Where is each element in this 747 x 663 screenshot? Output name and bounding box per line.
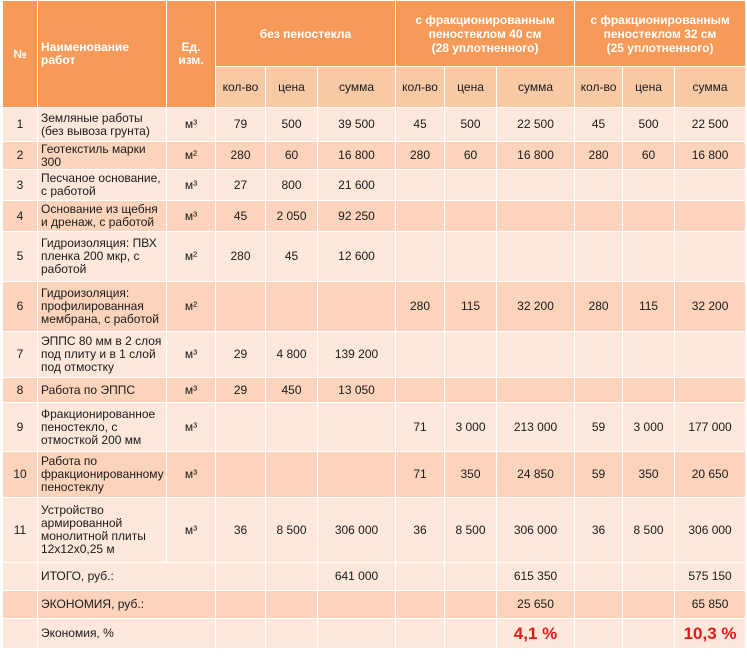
work-name-line: 12х12х0,25 м <box>41 542 115 556</box>
work-name-line: мембрана, с работой <box>41 312 159 326</box>
cell-price: 500 <box>266 108 318 142</box>
economy-value: 25 650 <box>497 591 575 619</box>
economy-row <box>3 591 746 619</box>
work-name-line: пеностеклу <box>41 480 104 494</box>
row-number: 1 <box>3 108 38 142</box>
cell-price: 60 <box>445 142 497 170</box>
cell-qty <box>396 378 445 403</box>
cell-sum: 16 800 <box>318 142 396 170</box>
subheader-price: цена <box>623 67 675 108</box>
cell-qty: 45 <box>216 201 266 232</box>
total-value: 615 350 <box>497 563 575 591</box>
cell-price: 4 800 <box>266 332 318 378</box>
cell-sum: 13 050 <box>318 378 396 403</box>
subheader-sum: сумма <box>318 67 396 108</box>
work-name-line: ЭППС 80 мм в 2 слоя <box>41 334 162 348</box>
work-name-line: Основание из щебня <box>41 202 158 216</box>
cell-price: 60 <box>266 142 318 170</box>
cell-qty: 280 <box>396 142 445 170</box>
work-name <box>38 170 167 201</box>
table-row <box>3 142 746 170</box>
cell-qty: 45 <box>575 108 623 142</box>
table-row <box>3 170 746 201</box>
cell-price: 60 <box>623 142 675 170</box>
work-name-line: с работой <box>41 184 96 198</box>
total-label: ИТОГО, руб.: <box>38 563 216 591</box>
work-name-line: Геотекстиль марки <box>41 141 146 156</box>
row-number: 6 <box>3 282 38 332</box>
cell-qty: 280 <box>396 282 445 332</box>
cell-qty: 71 <box>396 403 445 452</box>
unit: м³ <box>167 108 216 142</box>
work-name-line: пленка 200 мкр, с <box>41 249 140 263</box>
row-number: 5 <box>3 232 38 282</box>
cell-qty: 280 <box>216 232 266 282</box>
cell-sum <box>675 170 746 201</box>
cell-qty <box>575 332 623 378</box>
total-value: 641 000 <box>318 563 396 591</box>
row-number: 7 <box>3 332 38 378</box>
cell-sum: 22 500 <box>497 108 575 142</box>
work-name <box>38 378 167 403</box>
cell-sum: 213 000 <box>497 403 575 452</box>
cell-qty: 59 <box>575 452 623 498</box>
unit: м² <box>167 142 216 170</box>
cell-sum <box>675 232 746 282</box>
cell-price <box>266 282 318 332</box>
cell-qty <box>575 201 623 232</box>
cell-qty <box>216 452 266 498</box>
work-name-line: под плиту и в 1 слой <box>41 347 156 361</box>
cell-price <box>445 332 497 378</box>
cell-price <box>445 232 497 282</box>
cell-price: 3 000 <box>623 403 675 452</box>
cell-sum: 20 650 <box>675 452 746 498</box>
economy-percent-value: 10,3 % <box>675 619 746 649</box>
unit: м³ <box>167 452 216 498</box>
subheader-price: цена <box>266 67 318 108</box>
total-value: 575 150 <box>675 563 746 591</box>
subheader-qty: кол-во <box>575 67 623 108</box>
cell-price <box>445 201 497 232</box>
cell-qty <box>216 403 266 452</box>
economy-percent-row <box>3 619 746 649</box>
table-row <box>3 378 746 403</box>
cell-price <box>623 332 675 378</box>
cell-price: 45 <box>266 232 318 282</box>
cell-sum <box>318 403 396 452</box>
group-header-foam-glass-40: с фракционированным пеностеклом 40 см (28 уплотненного) <box>396 1 575 67</box>
cell-qty <box>575 378 623 403</box>
economy-value: 65 850 <box>675 591 746 619</box>
cell-sum: 21 600 <box>318 170 396 201</box>
work-name-line: работой <box>41 262 87 276</box>
cell-price: 8 500 <box>266 498 318 563</box>
cell-qty <box>396 332 445 378</box>
unit: м² <box>167 232 216 282</box>
cell-sum: 92 250 <box>318 201 396 232</box>
work-name-line: Фракционированное <box>41 406 156 421</box>
work-name-line: отмосткой 200 мм <box>41 432 142 447</box>
work-name-line: монолитной плиты <box>41 529 146 543</box>
cell-price <box>623 170 675 201</box>
work-name <box>38 142 167 170</box>
cell-price <box>266 403 318 452</box>
subheader-sum: сумма <box>497 67 575 108</box>
work-name-line: 300 <box>41 154 62 169</box>
work-name-line: Гидроизоляция: <box>41 286 130 300</box>
cell-price: 3 000 <box>445 403 497 452</box>
work-name-line: Устройство <box>41 503 104 517</box>
cell-qty: 79 <box>216 108 266 142</box>
cell-sum: 306 000 <box>675 498 746 563</box>
table-row <box>3 332 746 378</box>
header-row <box>3 1 746 67</box>
cell-qty <box>575 170 623 201</box>
row-number: 10 <box>3 452 38 498</box>
cell-sum: 139 200 <box>318 332 396 378</box>
economy-percent-value: 4,1 % <box>497 619 575 649</box>
work-name <box>38 498 167 563</box>
work-name <box>38 201 167 232</box>
cell-price: 800 <box>266 170 318 201</box>
cell-sum <box>318 282 396 332</box>
cell-sum: 32 200 <box>497 282 575 332</box>
work-name-line: (без вывоза грунта) <box>41 123 150 138</box>
economy-label: ЭКОНОМИЯ, руб.: <box>38 591 216 619</box>
work-name-line: Гидроизоляция: ПВХ <box>41 236 157 250</box>
work-name-line: Песчаное основание, <box>41 171 161 185</box>
cell-sum: 39 500 <box>318 108 396 142</box>
cell-sum: 24 850 <box>497 452 575 498</box>
unit: м³ <box>167 403 216 452</box>
total-row <box>3 563 746 591</box>
cell-sum <box>497 232 575 282</box>
cell-price: 8 500 <box>445 498 497 563</box>
cell-qty: 280 <box>216 142 266 170</box>
unit: м³ <box>167 170 216 201</box>
work-name <box>38 332 167 378</box>
cell-price <box>445 170 497 201</box>
cell-price <box>445 378 497 403</box>
cell-qty: 36 <box>216 498 266 563</box>
cell-price <box>623 232 675 282</box>
cell-qty: 36 <box>575 498 623 563</box>
row-number: 2 <box>3 142 38 170</box>
cell-price: 115 <box>445 282 497 332</box>
cell-price: 500 <box>445 108 497 142</box>
cell-qty: 36 <box>396 498 445 563</box>
col-header-unit: Ед. изм. <box>167 1 216 108</box>
unit: м³ <box>167 498 216 563</box>
economy-percent-label: Экономия, % <box>38 619 216 649</box>
work-name-line: армированной <box>41 516 123 530</box>
cost-comparison-table <box>2 0 746 649</box>
table-row <box>3 108 746 142</box>
cell-sum: 177 000 <box>675 403 746 452</box>
table-row <box>3 498 746 563</box>
cell-qty: 59 <box>575 403 623 452</box>
cell-sum <box>497 170 575 201</box>
row-number: 9 <box>3 403 38 452</box>
work-name-line: пеностекло, с <box>41 419 118 434</box>
cell-sum <box>497 378 575 403</box>
table-row <box>3 282 746 332</box>
subheader-sum: сумма <box>675 67 746 108</box>
table-row <box>3 201 746 232</box>
cell-sum: 32 200 <box>675 282 746 332</box>
cell-qty: 45 <box>396 108 445 142</box>
cell-qty <box>396 170 445 201</box>
cell-sum: 12 600 <box>318 232 396 282</box>
subheader-qty: кол-во <box>396 67 445 108</box>
cell-sum <box>675 201 746 232</box>
work-name-line: Работа по <box>41 454 98 468</box>
cell-price: 500 <box>623 108 675 142</box>
cell-price <box>623 201 675 232</box>
work-name <box>38 452 167 498</box>
subheader-price: цена <box>445 67 497 108</box>
cell-sum <box>318 452 396 498</box>
cell-qty <box>396 201 445 232</box>
cell-price <box>623 378 675 403</box>
cell-sum: 16 800 <box>497 142 575 170</box>
work-name-line: Земляные работы <box>41 110 143 125</box>
table-row <box>3 403 746 452</box>
cell-price: 2 050 <box>266 201 318 232</box>
row-number: 8 <box>3 378 38 403</box>
group-header-foam-glass-32: с фракционированным пеностеклом 32 см (25 уплотненного) <box>575 1 746 67</box>
cell-sum: 22 500 <box>675 108 746 142</box>
table-body <box>3 108 746 649</box>
cell-qty <box>216 282 266 332</box>
unit: м² <box>167 282 216 332</box>
cell-price: 350 <box>445 452 497 498</box>
group-header-no-foam-glass: без пеностекла <box>216 1 396 67</box>
cell-qty: 71 <box>396 452 445 498</box>
work-name <box>38 232 167 282</box>
cell-qty: 27 <box>216 170 266 201</box>
cell-price: 350 <box>623 452 675 498</box>
cell-price <box>266 452 318 498</box>
work-name-line: профилированная <box>41 299 144 313</box>
cell-sum <box>497 201 575 232</box>
work-name-line: фракционированному <box>41 467 164 481</box>
cell-price: 450 <box>266 378 318 403</box>
work-name <box>38 403 167 452</box>
cell-price: 115 <box>623 282 675 332</box>
work-name <box>38 282 167 332</box>
row-number: 4 <box>3 201 38 232</box>
work-name <box>38 108 167 142</box>
cell-qty: 29 <box>216 378 266 403</box>
col-header-name: Наименование работ <box>38 1 167 108</box>
subheader-qty: кол-во <box>216 67 266 108</box>
work-name-line: под отмостку <box>41 360 114 374</box>
cell-qty <box>575 232 623 282</box>
row-number: 3 <box>3 170 38 201</box>
cell-sum <box>675 332 746 378</box>
cell-qty: 29 <box>216 332 266 378</box>
cell-qty <box>396 232 445 282</box>
work-name-line: Работа по ЭППС <box>41 382 135 397</box>
cell-sum <box>675 378 746 403</box>
cell-sum: 16 800 <box>675 142 746 170</box>
unit: м³ <box>167 201 216 232</box>
cell-sum: 306 000 <box>497 498 575 563</box>
cell-sum: 306 000 <box>318 498 396 563</box>
table-row <box>3 232 746 282</box>
cell-qty: 280 <box>575 142 623 170</box>
cell-sum <box>497 332 575 378</box>
cell-qty: 280 <box>575 282 623 332</box>
cell-price: 8 500 <box>623 498 675 563</box>
table-row <box>3 452 746 498</box>
row-number: 11 <box>3 498 38 563</box>
unit: м³ <box>167 332 216 378</box>
col-header-number: № <box>3 1 38 108</box>
work-name-line: и дренаж, с работой <box>41 215 155 229</box>
unit: м³ <box>167 378 216 403</box>
